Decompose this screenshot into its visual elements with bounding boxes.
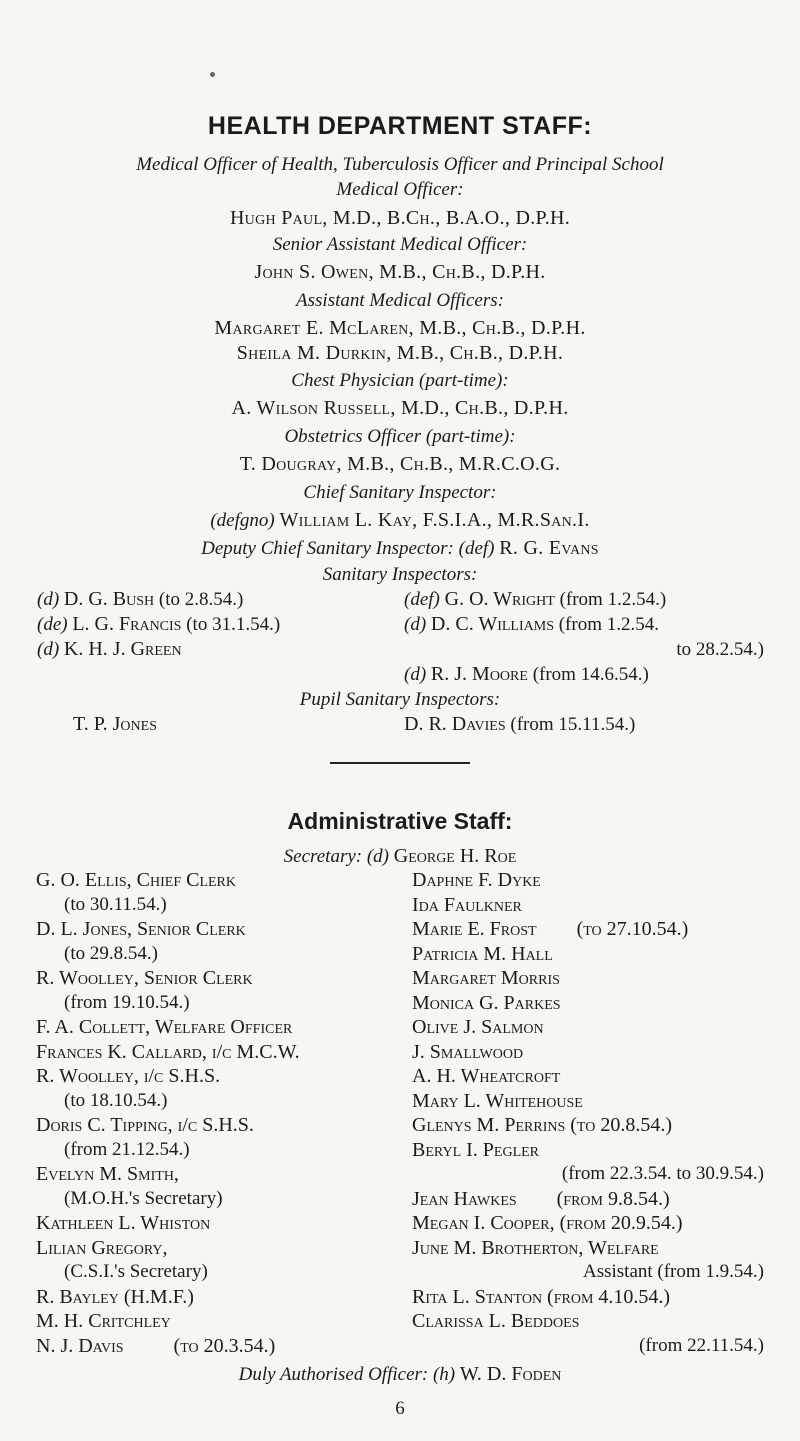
- admin-right-line: Assistant (from 1.9.54.): [582, 1261, 764, 1282]
- admin-right-line: (from 22.11.54.): [639, 1334, 764, 1356]
- page-title: HEALTH DEPARTMENT STAFF:: [207, 112, 593, 140]
- moh-role-line2: Medical Officer:: [336, 179, 464, 200]
- admin-left-line: R. Woolley, i/c S.H.S.: [36, 1065, 221, 1087]
- si-right-1-note: (from 1.2.54.): [559, 589, 667, 610]
- admin-left-line: (from 21.12.54.): [64, 1138, 190, 1160]
- admin-right-line: June M. Brotherton, Welfare: [412, 1236, 659, 1259]
- si-right-3-qual: (d): [404, 664, 427, 685]
- obstetrics-name: T. Dougray, M.B., Ch.B., M.R.C.O.G.: [239, 453, 561, 475]
- admin-left-line: Lilian Gregory,: [36, 1236, 168, 1259]
- admin-right-line: J. Smallwood: [412, 1040, 524, 1063]
- amos-section: [40, 288, 760, 366]
- si-right-2-note: (from 1.2.54.: [558, 614, 659, 635]
- admin-left-line: M. H. Critchley: [36, 1310, 171, 1332]
- amo-name-2: Sheila M. Durkin, M.B., Ch.B., D.P.H.: [236, 342, 564, 364]
- pupil-si-left-name: T. P. Jones: [73, 713, 157, 735]
- pupil-si-heading-text: Pupil Sanitary Inspectors:: [299, 689, 501, 710]
- admin-right-line: Jean Hawkes (from 9.8.54.): [412, 1187, 670, 1210]
- secretary-name: George H. Roe: [393, 845, 517, 867]
- admin-left-line: R. Bayley (H.M.F.): [36, 1285, 194, 1308]
- admin-left-line: N. J. Davis (to 20.3.54.): [36, 1334, 276, 1357]
- deputy-csi-name: R. G. Evans: [499, 537, 599, 559]
- si-left-1-note: (to 2.8.54.): [158, 589, 244, 610]
- admin-right-line: Marie E. Frost (to 27.10.54.): [412, 918, 689, 940]
- senior-amo-section: [40, 232, 760, 285]
- moh-name: Hugh Paul, M.D., B.Ch., B.A.O., D.P.H.: [229, 207, 571, 229]
- admin-left-line: (to 30.11.54.): [64, 893, 167, 915]
- admin-right-line: Clarissa L. Beddoes: [412, 1310, 580, 1332]
- admin-left-line: (C.S.I.'s Secretary): [64, 1261, 208, 1282]
- pupil-si-right-note: (from 15.11.54.): [510, 714, 636, 735]
- admin-right-line: Monica G. Parkes: [412, 991, 561, 1014]
- admin-left-line: (to 18.10.54.): [64, 1089, 168, 1111]
- si-left-3-name: K. H. J. Green: [63, 638, 182, 660]
- pupil-si-heading: [40, 687, 760, 712]
- admin-right-line: A. H. Wheatcroft: [412, 1065, 561, 1087]
- admin-left-line: G. O. Ellis, Chief Clerk: [36, 869, 236, 891]
- admin-left-line: R. Woolley, Senior Clerk: [36, 967, 253, 989]
- secretary-line: [40, 844, 760, 869]
- si-right-2-name: D. C. Williams: [430, 613, 554, 635]
- si-right-3-note: (from 14.6.54.): [532, 664, 649, 685]
- admin-right-line: Patricia M. Hall: [412, 942, 553, 965]
- chest-name: A. Wilson Russell, M.D., Ch.B., D.P.H.: [231, 397, 569, 419]
- admin-right-line: Rita L. Stanton (from 4.10.54.): [412, 1285, 671, 1308]
- admin-right-line: (from 22.3.54. to 30.9.54.): [561, 1163, 764, 1184]
- admin-left-line: Evelyn M. Smith,: [36, 1163, 179, 1185]
- si-right-1-qual: (def): [404, 589, 440, 610]
- admin-right-line: Ida Faulkner: [412, 893, 522, 916]
- si-right-1-name: G. O. Wright: [444, 588, 555, 610]
- admin-left-line: Doris C. Tipping, i/c S.H.S.: [36, 1114, 254, 1136]
- chief-si-name: William L. Kay, F.S.I.A., M.R.San.I.: [279, 509, 590, 531]
- pupil-si-left: [73, 712, 157, 737]
- si-right-2-qual: (d): [404, 614, 427, 635]
- admin-left-line: D. L. Jones, Senior Clerk: [36, 918, 246, 940]
- admin-left-line: (M.O.H.'s Secretary): [64, 1187, 223, 1209]
- moh-section: [40, 152, 760, 231]
- admin-left-line: Kathleen L. Whiston: [36, 1212, 211, 1234]
- obstetrics-role: Obstetrics Officer (part-time):: [284, 426, 516, 447]
- si-left-2-name: L. G. Francis: [72, 613, 182, 635]
- si-left-2-qual: (de): [37, 614, 68, 635]
- duly-name: W. D. Foden: [459, 1363, 562, 1385]
- admin-left-line: (to 29.8.54.): [64, 942, 158, 964]
- chief-si-qual: (defgno): [210, 510, 275, 531]
- page-number: 6: [395, 1398, 405, 1419]
- admin-right-line: Glenys M. Perrins (to 20.8.54.): [412, 1114, 672, 1136]
- si-right-2-cont: [676, 637, 764, 662]
- admin-right-line: Daphne F. Dyke: [412, 869, 541, 891]
- amos-role: Assistant Medical Officers:: [296, 290, 504, 311]
- secretary-qual: (d): [366, 846, 389, 867]
- si-left-1: [37, 587, 243, 612]
- chest-section: [40, 368, 760, 421]
- duly-role: Duly Authorised Officer:: [238, 1364, 429, 1385]
- admin-right-line: Mary L. Whitehouse: [412, 1089, 583, 1112]
- si-left-3-qual: (d): [37, 639, 60, 660]
- chest-role: Chest Physician (part-time):: [291, 370, 509, 391]
- print-speck: [210, 72, 215, 77]
- si-left-1-qual: (d): [37, 589, 60, 610]
- moh-role-line1: Medical Officer of Health, Tuberculosis Officer and Principal School: [136, 154, 664, 175]
- sanitary-inspectors-heading-text: Sanitary Inspectors:: [322, 564, 478, 585]
- chief-si-section: [40, 480, 760, 533]
- si-right-2: [404, 612, 659, 637]
- si-right-2-cont-note: to 28.2.54.): [676, 639, 764, 660]
- si-left-2: [37, 612, 280, 637]
- admin-left-line: Frances K. Callard, i/c M.C.W.: [36, 1040, 300, 1063]
- si-left-2-note: (to 31.1.54.): [186, 614, 281, 635]
- admin-right-column: [412, 868, 764, 1358]
- si-right-3-name: R. J. Moore: [430, 663, 528, 685]
- admin-left-column: [36, 868, 396, 1358]
- admin-left-line: F. A. Collett, Welfare Officer: [36, 1016, 293, 1038]
- si-right-1: [404, 587, 666, 612]
- admin-right-line: Margaret Morris: [412, 967, 560, 989]
- senior-amo-name: John S. Owen, M.B., Ch.B., D.P.H.: [254, 261, 546, 283]
- admin-right-line: Olive J. Salmon: [412, 1016, 544, 1038]
- deputy-csi-role: Deputy Chief Sanitary Inspector:: [201, 538, 454, 559]
- admin-left-line: (from 19.10.54.): [64, 991, 190, 1013]
- si-left-1-name: D. G. Bush: [63, 588, 155, 610]
- sanitary-inspectors-heading: [40, 562, 760, 587]
- duly-qual: (h): [432, 1364, 456, 1385]
- chief-si-role: Chief Sanitary Inspector:: [303, 482, 497, 503]
- secretary-role: Secretary:: [283, 846, 363, 867]
- duly-authorised-line: [40, 1362, 760, 1387]
- pupil-si-right-name: D. R. Davies: [404, 713, 506, 735]
- admin-heading: Administrative Staff:: [287, 808, 513, 834]
- deputy-csi-qual: (def): [458, 538, 495, 559]
- deputy-csi-section: [40, 536, 760, 561]
- senior-amo-role: Senior Assistant Medical Officer:: [272, 234, 528, 255]
- pupil-si-right: [404, 712, 635, 737]
- section-divider: [330, 762, 470, 764]
- amo-name-1: Margaret E. McLaren, M.B., Ch.B., D.P.H.: [214, 317, 586, 339]
- si-right-3: [404, 662, 649, 687]
- admin-right-line: Beryl I. Pegler: [412, 1138, 540, 1161]
- admin-right-line: Megan I. Cooper, (from 20.9.54.): [412, 1212, 683, 1234]
- obstetrics-section: [40, 424, 760, 477]
- si-left-3: [37, 637, 182, 662]
